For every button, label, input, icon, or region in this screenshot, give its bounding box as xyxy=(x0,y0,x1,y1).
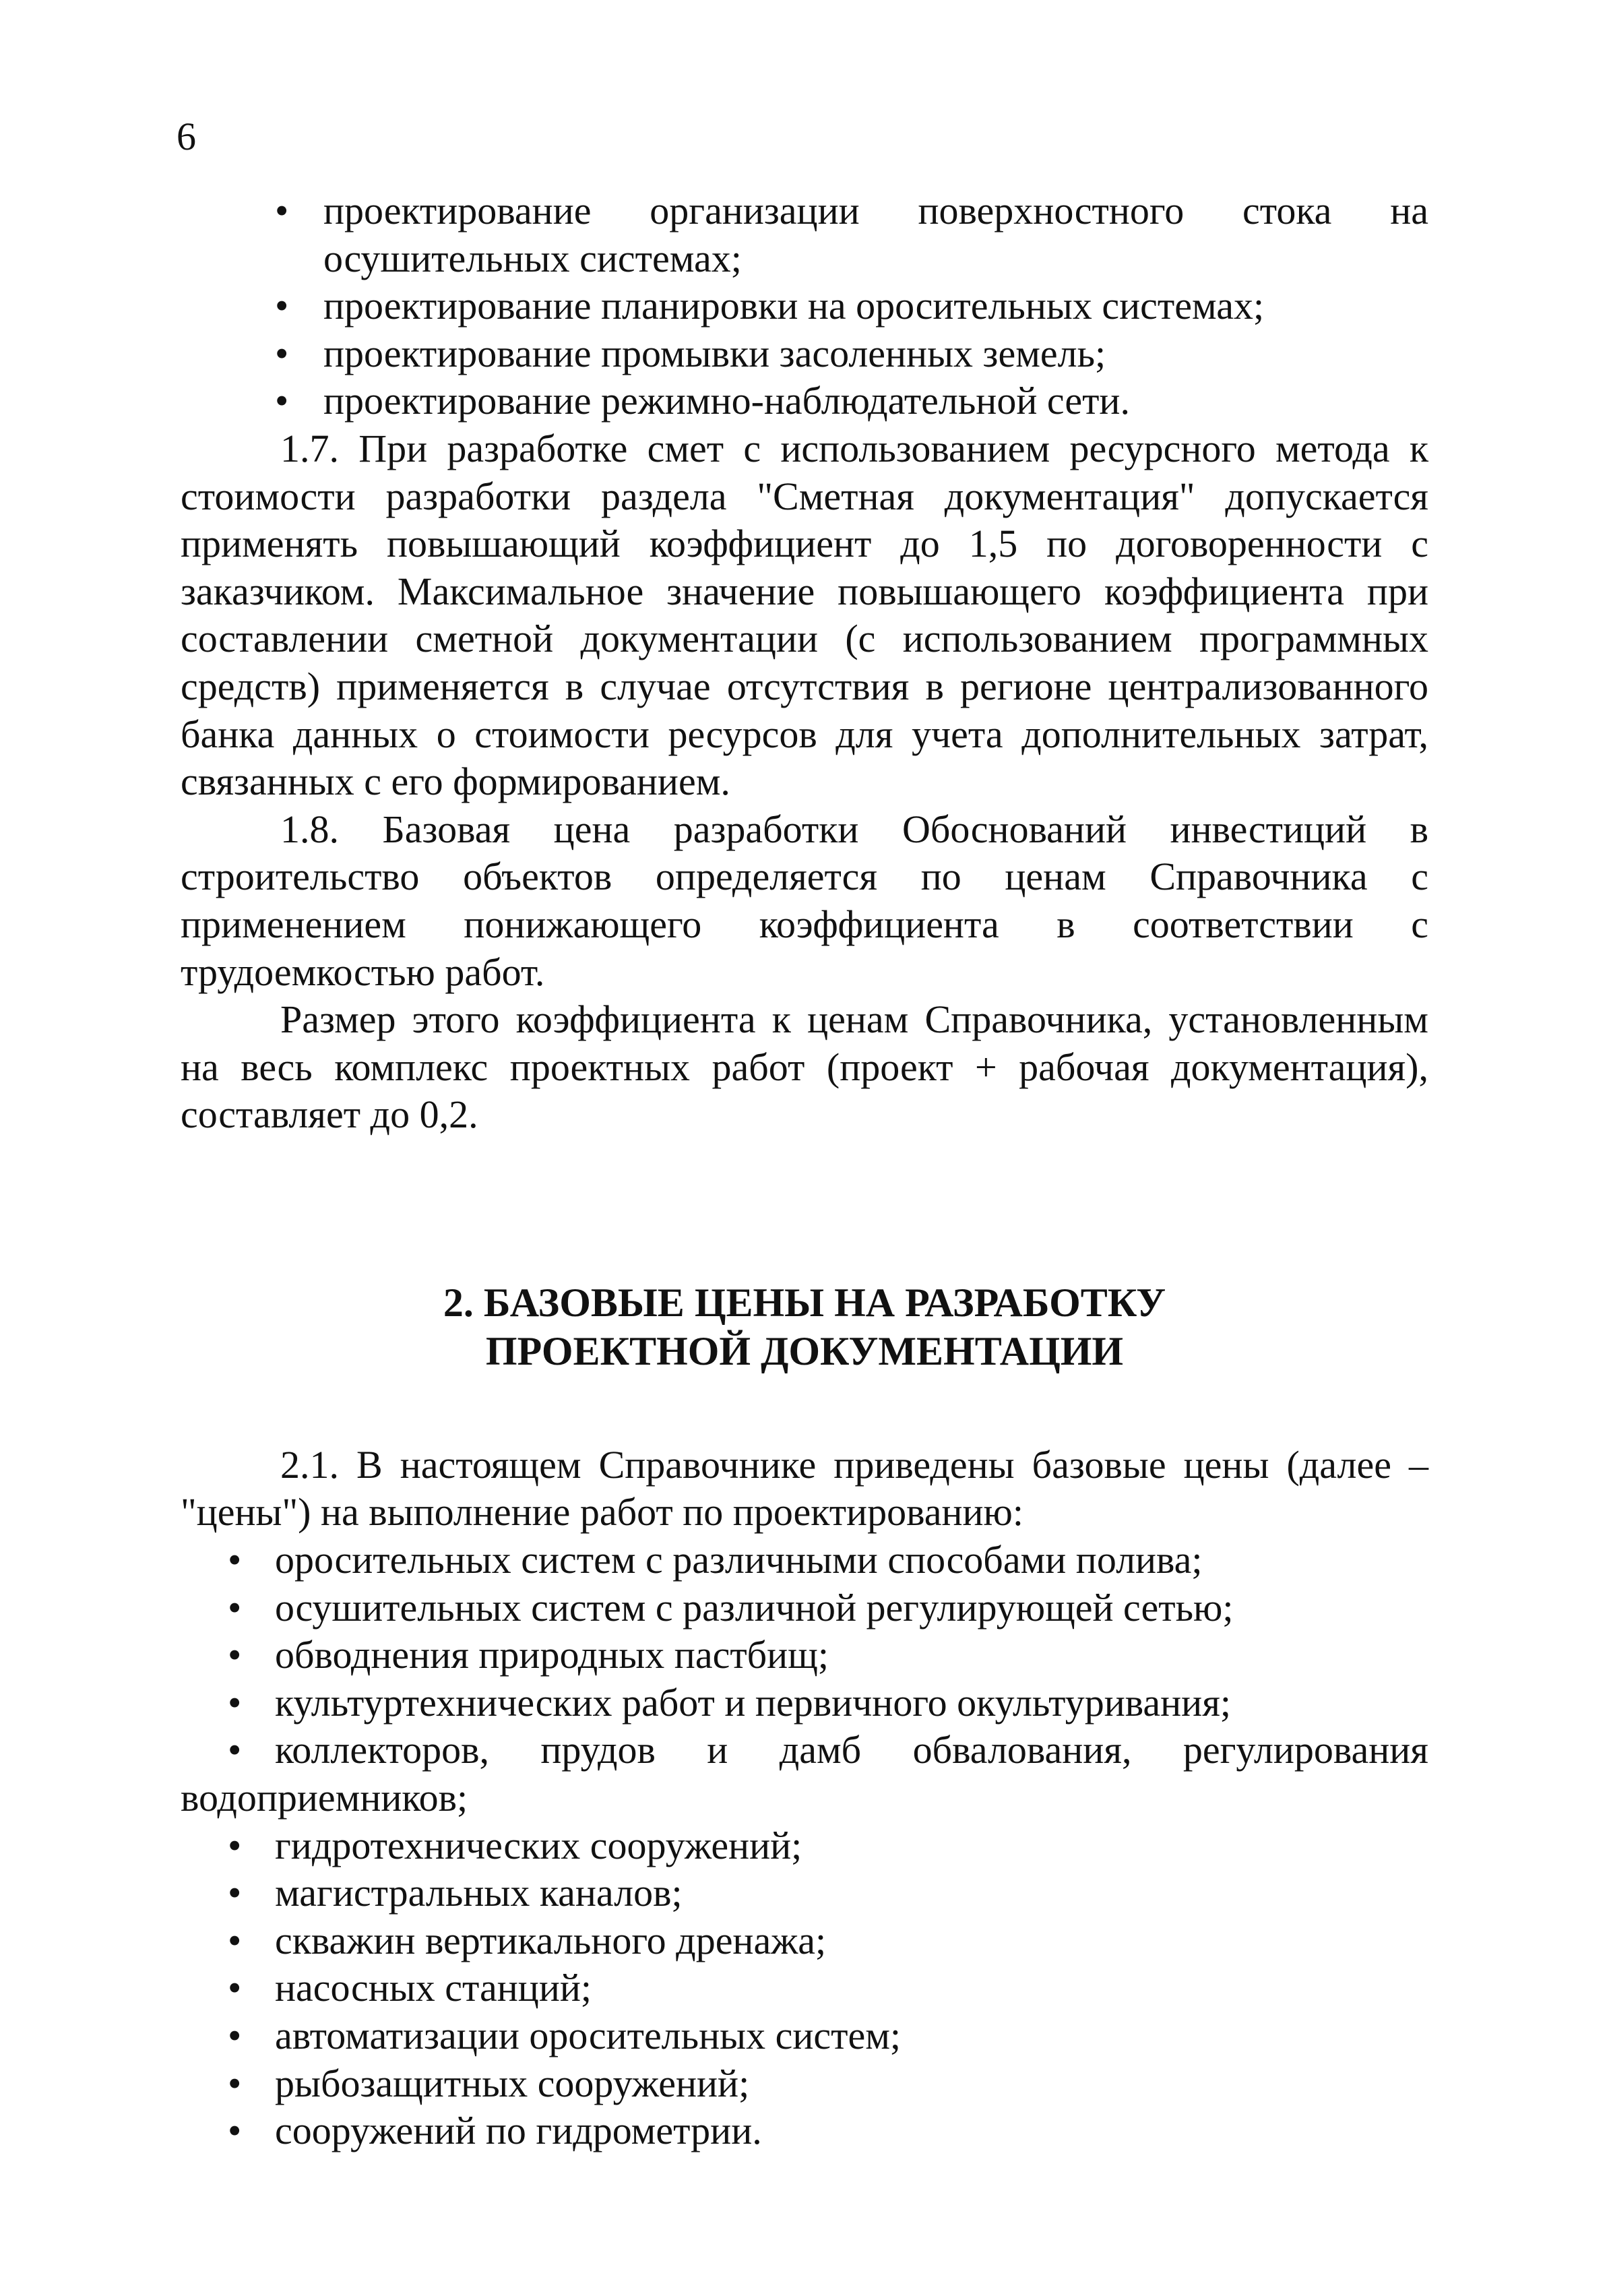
list-item: • сооружений по гидрометрии. xyxy=(181,2107,1428,2155)
document-body xyxy=(181,187,1428,2155)
list-item: • проектирование планировки на оросительных системах; xyxy=(181,282,1428,330)
list-item: • автоматизации оросительных систем; xyxy=(181,2012,1428,2060)
page-number: 6 xyxy=(177,115,196,158)
design-objects-list xyxy=(181,1537,1428,2155)
section-2-title-line-2: ПРОЕКТНОЙ ДОКУМЕНТАЦИИ xyxy=(485,1328,1124,1373)
list-item: • оросительных систем с различными способами полива; xyxy=(181,1537,1428,1584)
paragraph-1-8: 1.8. Базовая цена разработки Обоснований инвестиций в строительство объектов определяется по ценам Справочника с применением понижающего коэффициента в соответствии с трудоемкостью работ. xyxy=(181,807,1428,994)
paragraph-1-8-coefficient: Размер этого коэффициента к ценам Справочника, установленным на весь комплекс проектных работ (проект + рабочая документация), составляет до 0,2. xyxy=(181,997,1428,1137)
section-2-title-line-1: 2. БАЗОВЫЕ ЦЕНЫ НА РАЗРАБОТКУ xyxy=(443,1280,1166,1325)
paragraph-1-7: 1.7. При разработке смет с использованием ресурсного метода к стоимости разработки раздела "Сметная документация" допускается применять повышающий коэффициент до 1,5 по договоренности с заказчиком. Максимальное значение повышающего коэффициента при составлении сметной документации (с использованием программных средств) применяется в случае отсутствия в регионе централизованного банка данных о стоимости ресурсов для учета дополнительных затрат, связанных с его формированием. xyxy=(181,426,1428,804)
list-item: • проектирование промывки засоленных земель; xyxy=(181,330,1428,378)
list-item: • проектирование режимно-наблюдательной сети. xyxy=(181,377,1428,425)
list-item: • проектирование организации поверхностного стока на осушительных системах; xyxy=(181,187,1428,282)
list-item: • скважин вертикального дренажа; xyxy=(181,1917,1428,1965)
paragraph-2-1: 2.1. В настоящем Справочнике приведены базовые цены (далее – "цены") на выполнение работ по проектированию: xyxy=(181,1442,1428,1534)
list-item: • осушительных систем с различной регулирующей сетью; xyxy=(181,1584,1428,1632)
list-item: • гидротехнических сооружений; xyxy=(181,1822,1428,1870)
list-item: • обводнения природных пастбищ; xyxy=(181,1632,1428,1679)
design-works-list xyxy=(181,187,1428,425)
list-item: • культуртехнических работ и первичного окультуривания; xyxy=(181,1679,1428,1727)
section-2-heading xyxy=(181,1278,1428,1375)
list-item: • магистральных каналов; xyxy=(181,1869,1428,1917)
list-item: • коллекторов, прудов и дамб обвалования, регулирования водоприемников; xyxy=(181,1727,1428,1822)
list-item: • насосных станций; xyxy=(181,1964,1428,2012)
list-item: • рыбозащитных сооружений; xyxy=(181,2060,1428,2108)
